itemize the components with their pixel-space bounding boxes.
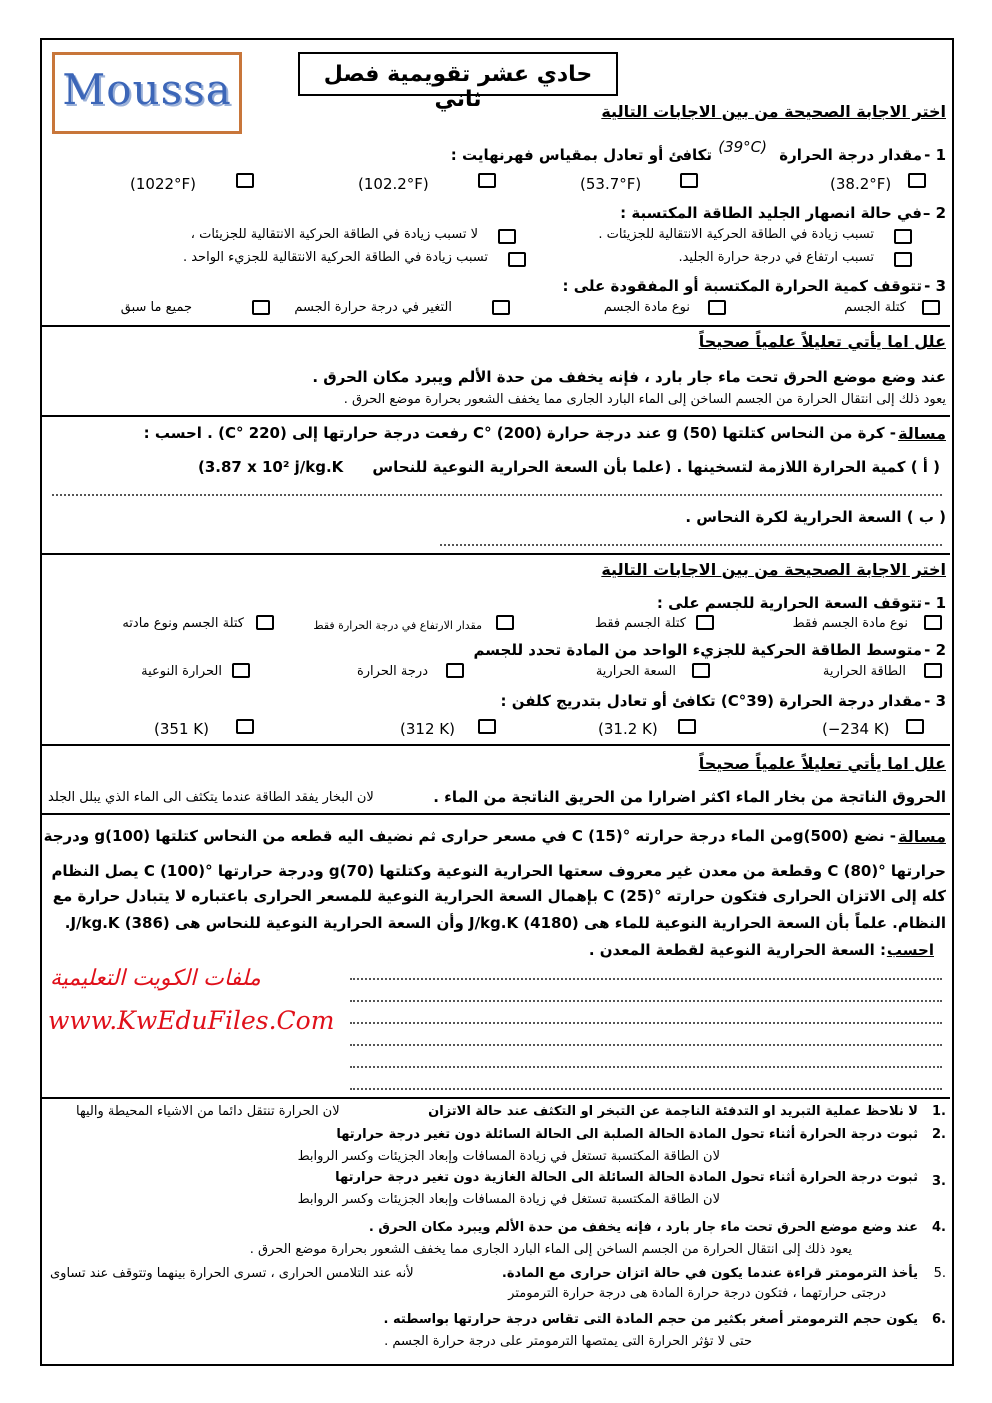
- s1-q3-opt2: نوع مادة الجسم: [603, 300, 690, 315]
- p2-line1: - نضع g(500)من الماء درجة حرارته °C (15) في مسعر حرارى ثم نضيف اليه قطعه من النحاس كتلتها g(100) ودرجة: [43, 827, 896, 845]
- logo-text: Moussa: [62, 65, 232, 114]
- p1-label: مسالة: [898, 424, 946, 443]
- s1-q3-num: 3 -: [924, 277, 946, 295]
- s1-q3-opt4: جميع ما سبق: [120, 300, 192, 315]
- ans1-bold: لا نلاحظ عملية التبريد او التدفئة الناجمة عن التبخر او التكثف عند حالة الاتزان: [428, 1104, 918, 1119]
- ans5-bold: يأخذ الترمومتر قراءة عندما يكون في حالة اتزان حرارى مع المادة.: [501, 1266, 918, 1281]
- checkbox[interactable]: [678, 719, 696, 734]
- checkbox[interactable]: [236, 719, 254, 734]
- s3-q2-text: متوسط الطاقة الحركية للجزيء الواحد من المادة تحدد للجسم: [473, 641, 922, 659]
- s3-q3-opt1: (−234 K): [822, 720, 890, 738]
- checkbox[interactable]: [922, 300, 940, 315]
- answer-line: [440, 544, 942, 546]
- ans2-bold: ثبوت درجة الحرارة أثناء تحول المادة الحالة الصلبة الى الحالة السائلة دون تغير درجة حرارتها: [336, 1127, 918, 1142]
- p2-line2: حرارتها °C (80) وقطعة من معدن غير معروف سعتها الحرارية النوعية وكتلتها g(70) ودرجة حرارتها °C (100) يصل النظام: [51, 862, 946, 880]
- s3-q1-opt2: كتلة الجسم فقط: [595, 616, 686, 631]
- answer-line: [52, 494, 942, 496]
- checkbox[interactable]: [508, 252, 526, 267]
- s1-q2-opt2: لا تسبب زيادة في الطاقة الحركية الانتقالية للجزيئات ،: [190, 227, 478, 242]
- ans6-num: .6: [932, 1312, 946, 1327]
- checkbox[interactable]: [696, 615, 714, 630]
- p2-calc-text: : السعة الحرارية النوعية لقطعة المعدن .: [588, 941, 886, 959]
- checkbox[interactable]: [232, 663, 250, 678]
- p2-line4: النظام. علماً بأن السعة الحرارية النوعية للماء هى J/kg.K (4180) وأن السعة الحرارية النوعية للنحاس هى J/kg.K (386).: [64, 914, 946, 932]
- watermark-url: www.KwEduFiles.Com: [48, 1006, 335, 1035]
- checkbox[interactable]: [478, 173, 496, 188]
- s3-q2-opt2: السعة الحرارية: [595, 664, 676, 679]
- s3-q1-num: 1 -: [924, 594, 946, 612]
- ans5-plain2: درجتى حرارتهما ، فتكون درجة حرارة المادة هى درجة حرارة الترمومتر: [508, 1286, 886, 1301]
- answer-line: [350, 1000, 942, 1002]
- checkbox[interactable]: [924, 663, 942, 678]
- checkbox[interactable]: [908, 173, 926, 188]
- s1-q1-text: مقدار درجة الحرارة: [779, 146, 922, 164]
- ans5-plain: لأنه عند التلامس الحرارى ، تسرى الحرارة بينهما وتتوقف عند تساوى: [50, 1266, 414, 1281]
- s1-q2-opt3: تسبب ارتفاع في درجة حرارة الجليد.: [678, 250, 874, 265]
- checkbox[interactable]: [680, 173, 698, 188]
- ans2-plain: لان الطاقة المكتسبة تستغل في زيادة المسافات وإبعاد الجزيئات وكسر الروابط: [297, 1149, 720, 1164]
- p1-b-text: ( ب ) السعة الحرارية لكرة النحاس .: [685, 508, 946, 526]
- divider: [42, 744, 950, 746]
- checkbox[interactable]: [252, 300, 270, 315]
- checkbox[interactable]: [478, 719, 496, 734]
- section4-heading: علل اما يأتي تعليلاً علمياً صحيحاً: [698, 754, 946, 773]
- s1-q2-opt1: تسبب زيادة في الطاقة الحركية الانتقالية للجزيئات .: [598, 227, 874, 242]
- s1-q2-opt4: تسبب زيادة في الطاقة الحركية الانتقالية للجزيء الواحد .: [182, 250, 488, 265]
- p2-line3: كله إلى الاتزان الحرارى فتكون حرارته °C (25) بإهمال السعة الحرارية النوعية للمسعر الحرارى باعتباره لا يتبادل حرارة مع: [52, 887, 946, 905]
- s1-q1-temp: (39°C): [718, 138, 767, 156]
- s3-q1-opt4: كتلة الجسم ونوع مادته: [122, 616, 244, 631]
- divider: [42, 813, 950, 815]
- answer-line: [350, 978, 942, 980]
- ans4-num: .4: [932, 1220, 946, 1235]
- ans4-plain: يعود ذلك إلى انتقال الحرارة من الجسم الساخن إلى الماء البارد الجارى مما يخفف الشعور بحرارة موضع الحرق .: [249, 1242, 852, 1257]
- checkbox[interactable]: [236, 173, 254, 188]
- watermark-arabic: ملفات الكويت التعليمية: [50, 966, 261, 991]
- s1-q1-text2: تكافئ أو تعادل بمقياس فهرنهايت :: [450, 146, 712, 164]
- s3-q3-num: 3 -: [924, 692, 946, 710]
- checkbox[interactable]: [446, 663, 464, 678]
- checkbox[interactable]: [496, 615, 514, 630]
- s4-answer: لان البخار يفقد الطاقة عندما يتكثف الى الماء الذي يبلل الجلد: [48, 790, 374, 805]
- logo: [52, 52, 242, 134]
- page-title: حادي عشر تقويمية فصل ثاني: [323, 62, 593, 112]
- section2-heading: علل اما يأتي تعليلاً علمياً صحيحاً: [698, 332, 946, 351]
- checkbox[interactable]: [924, 615, 942, 630]
- s3-q1-opt1: نوع مادة الجسم فقط: [792, 616, 908, 631]
- s1-q2-num: 2 –: [922, 204, 946, 222]
- checkbox[interactable]: [894, 252, 912, 267]
- p1-text: - كرة من النحاس كتلتها g (50) عند درجة حرارة (200) °C رفعت درجة حرارتها إلى (220 °C) . احسب :: [143, 424, 896, 442]
- s1-q3-opt1: كتلة الجسم: [844, 300, 906, 315]
- s3-q1-text: تتوقف السعة الحرارية للجسم على :: [656, 594, 922, 612]
- answer-line: [350, 1066, 942, 1068]
- s4-statement: الحروق الناتجة من بخار الماء اكثر اضرارا من الحريق الناتجة من الماء .: [433, 788, 946, 806]
- checkbox[interactable]: [692, 663, 710, 678]
- p2-calc-label: احسب: [886, 941, 934, 959]
- s3-q2-opt3: درجة الحرارة: [356, 664, 428, 679]
- s1-q1-opt4: (1022°F): [130, 175, 197, 193]
- ans3-num: .3: [932, 1174, 946, 1189]
- p1-a-text: ( أ ) كمية الحرارة اللازمة لتسخينها . (علما بأن السعة الحرارية النوعية للنحاس: [372, 458, 940, 476]
- ans1-num: .1: [932, 1104, 946, 1119]
- answer-line: [350, 1088, 942, 1090]
- ans5-num: .5: [933, 1266, 946, 1281]
- s1-q3-text: تتوقف كمية الحرارة المكتسبة أو المفقودة على :: [562, 277, 922, 295]
- ans3-bold: ثبوت درجة الحرارة أثناء تحول المادة الحالة السائلة الى الحالة الغازية دون تغير درجة حرارتها: [335, 1170, 918, 1185]
- s1-q3-opt3: التغير في درجة حرارة الجسم: [294, 300, 452, 315]
- ans6-bold: يكون حجم الترمومتر أصغر بكثير من حجم المادة التى تقاس درجة حرارتها بواسطته .: [383, 1312, 918, 1327]
- s1-q1-num: 1 -: [924, 146, 946, 164]
- checkbox[interactable]: [492, 300, 510, 315]
- section3-heading: اختر الاجابة الصحيحة من بين الاجابات التالية: [601, 560, 946, 579]
- s1-q2-text: في حالة انصهار الجليد الطاقة المكتسبة :: [620, 204, 922, 222]
- s3-q1-opt3: مقدار الارتفاع في درجة الحرارة فقط: [313, 619, 482, 632]
- checkbox[interactable]: [894, 229, 912, 244]
- s3-q3-opt4: (351 K): [154, 720, 209, 738]
- checkbox[interactable]: [498, 229, 516, 244]
- divider: [42, 325, 950, 327]
- divider: [42, 415, 950, 417]
- ans6-plain: حتى لا تؤثر الحرارة التى يمتصها الترمومتر على درجة حرارة الجسم .: [384, 1334, 752, 1349]
- s3-q2-opt4: الحرارة النوعية: [141, 664, 222, 679]
- ans1-plain: لان الحرارة تنتقل دائما من الاشياء المحيطة واليها: [76, 1104, 340, 1119]
- s3-q2-num: 2 -: [924, 641, 946, 659]
- s3-q3-opt2: (31.2 K): [598, 720, 658, 738]
- answer-line: [350, 1022, 942, 1024]
- ans4-bold: عند وضع موضع الحرق تحت ماء جار بارد ، فإنه يخفف من حدة الألم ويبرد مكان الحرق .: [368, 1220, 918, 1235]
- divider: [42, 553, 950, 555]
- checkbox[interactable]: [906, 719, 924, 734]
- divider: [42, 1097, 950, 1099]
- s1-q1-opt1: (38.2°F): [830, 175, 892, 193]
- s2-statement: عند وضع موضع الحرق تحت ماء جار بارد ، فإنه يخفف من حدة الألم ويبرد مكان الحرق .: [312, 368, 946, 386]
- title-box: [298, 52, 618, 112]
- checkbox[interactable]: [256, 615, 274, 630]
- p1-a-value: (3.87 x 10² j/kg.K: [198, 458, 344, 476]
- ans2-num: .2: [932, 1127, 946, 1142]
- s1-q1-opt2: (53.7°F): [580, 175, 642, 193]
- s1-q1-opt3: (102.2°F): [358, 175, 429, 193]
- ans3-plain: لان الطاقة المكتسبة تستغل في زيادة المسافات وإبعاد الجزيئات وكسر الروابط: [297, 1192, 720, 1207]
- s3-q3-text: مقدار درجة الحرارة (39°C) تكافئ أو تعادل بتدريج كلفن :: [500, 692, 922, 710]
- s3-q2-opt1: الطاقة الحرارية: [822, 664, 906, 679]
- p2-label: مسالة: [898, 827, 946, 846]
- s2-answer: يعود ذلك إلى انتقال الحرارة من الجسم الساخن إلى الماء البارد الجارى مما يخفف الشعور بحرارة موضع الحرق .: [343, 392, 946, 407]
- section1-heading: اختر الاجابة الصحيحة من بين الاجابات التالية: [601, 102, 946, 121]
- answer-line: [350, 1044, 942, 1046]
- s3-q3-opt3: (312 K): [400, 720, 455, 738]
- checkbox[interactable]: [708, 300, 726, 315]
